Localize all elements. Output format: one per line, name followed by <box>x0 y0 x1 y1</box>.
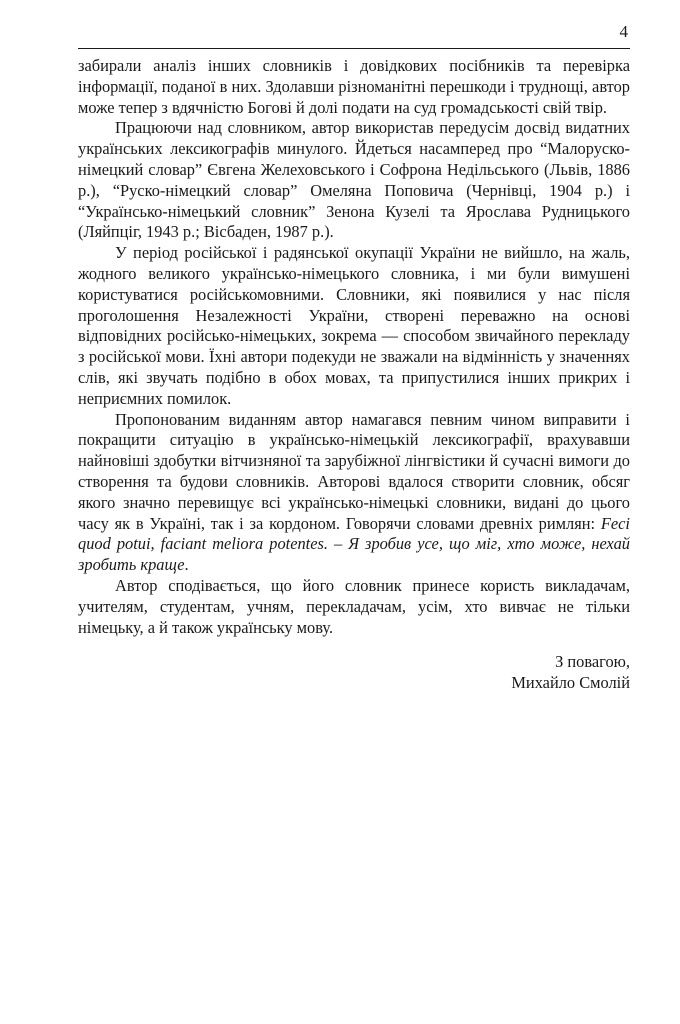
paragraph-4 <box>78 410 630 576</box>
body-text <box>78 56 630 638</box>
paragraph-1: забирали аналіз інших словників і довідкових посібників та перевірка інформації, поданої в них. Здолавши різноманітні перешкоди і труднощі, автор може тепер з вдячністю Богові й долі подати на суд громадськості свій твір. <box>78 56 630 117</box>
paragraph-2: Працюючи над словником, автор використав передусім досвід видатних українських лексикографів минулого. Йдеться насамперед про “Малоруско-німецкий словар” Євгена Желеховського і Софрона Недільського (Львів, 1886 р.), “Руско-німецкий словар” Омеляна Поповича (Чернівці, 1904 р.) і “Українсько-німецький словник” Зенона Кузелі та Ярослава Рудницького (Ляйпціг, 1943 р.; Вісбаден, 1987 р.). <box>78 118 630 242</box>
signature <box>330 651 630 693</box>
paragraph-5: Автор сподівається, що його словник принесе користь викладачам, учителям, студентам, учням, перекладачам, усім, хто вивчає не тільки німецьку, а й також українську мову. <box>78 575 630 637</box>
paragraph-4-text: Пропонованим виданням автор намагався певним чином виправити і покращити ситуацію в українсько-німецькій лексикографії, врахувавши найновіші здобутки вітчизняної та зарубіжної лінгвістики й сучасні вимоги до створення та будови словників. Авторові вдалося створити словник, обсяг якого значно перевищує всі українсько-німецькі словники, видані до цього часу як в Україні, так і за кордоном. Говорячи словами древніх римлян: <box>78 409 630 533</box>
latin-quote: Feci quod potui, faciant meliora potentes. – Я зробив усе, що міг, хто може, нехай зробить краще <box>78 513 630 575</box>
page-number: 4 <box>619 22 628 41</box>
signature-name: Михайло Смолій <box>511 673 630 692</box>
header-rule <box>78 48 630 49</box>
signature-closing: З повагою, <box>555 652 630 671</box>
paragraph-4-end: . <box>184 555 189 575</box>
paragraph-3: У період російської і радянської окупації України не вийшло, на жаль, жодного великого українсько-німецького словника, і ми були вимушені користуватися російськомовними. Словники, які появилися у нас після проголошення Незалежності України, створені переважно на основі відповідних російсько-німецьких, зокрема — способом звичайного перекладу з російської мови. Їхні автори подекуди не зважали на відмінність у значеннях слів, які звучать подібно в обох мовах, та припустилися інших прикрих і неприємних помилок. <box>78 243 630 408</box>
